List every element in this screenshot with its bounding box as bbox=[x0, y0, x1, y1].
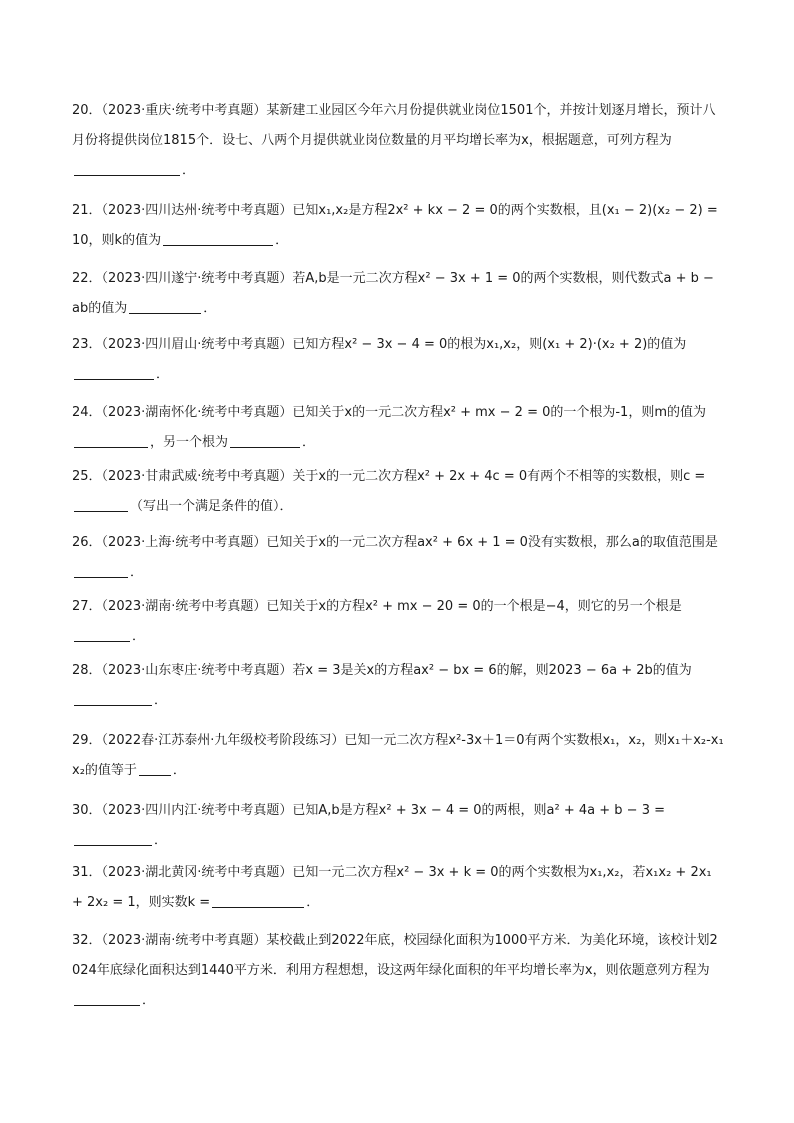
answer-blank[interactable] bbox=[74, 431, 148, 448]
question-25 bbox=[72, 462, 724, 522]
question-text: ． bbox=[203, 301, 217, 316]
answer-blank[interactable] bbox=[139, 759, 171, 776]
answer-blank[interactable] bbox=[74, 495, 128, 512]
question-31 bbox=[72, 858, 724, 918]
question-29 bbox=[72, 726, 724, 786]
question-text: ． bbox=[154, 693, 168, 708]
answer-blank[interactable] bbox=[74, 829, 152, 846]
answer-blank[interactable] bbox=[212, 891, 304, 908]
question-text: 22．（2023·四川遂宁·统考中考真题）若A,b是一元二次方程x² − 3x + 1 = 0的两个实数根，则代数式a + b − ab的值为 bbox=[72, 271, 719, 316]
question-text: （写出一个满足条件的值）． bbox=[130, 499, 293, 514]
question-text: 28．（2023·山东枣庄·统考中考真题）若x = 3是关x的方程ax² − bx = 6的解，则2023 − 6a + 2b的值为 bbox=[72, 663, 692, 678]
question-text: 21．（2023·四川达州·统考中考真题）已知x₁,x₂是方程2x² + kx − 2 = 0的两个实数根，且(x₁ − 2)(x₂ − 2) = 10，则k的值为 bbox=[72, 203, 722, 248]
question-27 bbox=[72, 592, 724, 652]
question-text: ． bbox=[142, 993, 156, 1008]
question-text: 31．（2023·湖北黄冈·统考中考真题）已知一元二次方程x² − 3x + k = 0的两个实数根为x₁,x₂，若x₁x₂ + 2x₁ + 2x₂ = 1，则实数k = bbox=[72, 865, 716, 910]
question-23 bbox=[72, 330, 724, 390]
answer-blank[interactable] bbox=[129, 297, 201, 314]
question-24 bbox=[72, 398, 724, 458]
question-text: ． bbox=[306, 895, 320, 910]
question-text: ． bbox=[130, 565, 144, 580]
answer-blank[interactable] bbox=[74, 159, 180, 176]
question-text: ． bbox=[275, 233, 289, 248]
question-22 bbox=[72, 264, 724, 324]
answer-blank[interactable] bbox=[74, 561, 128, 578]
answer-blank[interactable] bbox=[163, 229, 273, 246]
question-30 bbox=[72, 796, 724, 856]
question-text: ，另一个根为 bbox=[150, 435, 229, 450]
answer-blank[interactable] bbox=[230, 431, 300, 448]
question-text: ． bbox=[302, 435, 316, 450]
question-26 bbox=[72, 528, 724, 588]
question-text: 24．（2023·湖南怀化·统考中考真题）已知关于x的一元二次方程x² + mx − 2 = 0的一个根为-1，则m的值为 bbox=[72, 405, 706, 420]
question-20 bbox=[72, 96, 724, 186]
question-text: ． bbox=[172, 763, 186, 778]
answer-blank[interactable] bbox=[74, 363, 154, 380]
question-32 bbox=[72, 926, 724, 1016]
question-text: ． bbox=[132, 629, 146, 644]
answer-blank[interactable] bbox=[74, 989, 140, 1006]
question-text: 32．（2023·湖南·统考中考真题）某校截止到2022年底，校园绿化面积为1000平方米．为美化环境，该校计划2024年底绿化面积达到1440平方米．利用方程想想，设这两年绿化面积的年平均增长率为x，则依题意列方程为 bbox=[72, 933, 718, 978]
question-28 bbox=[72, 656, 724, 716]
question-21 bbox=[72, 196, 724, 256]
question-text: 27．（2023·湖南·统考中考真题）已知关于x的方程x² + mx − 20 = 0的一个根是−4，则它的另一个根是 bbox=[72, 599, 682, 614]
question-text: ． bbox=[156, 367, 170, 382]
answer-blank[interactable] bbox=[74, 689, 152, 706]
question-text: 26．（2023·上海·统考中考真题）已知关于x的一元二次方程ax² + 6x + 1 = 0没有实数根，那么a的取值范围是 bbox=[72, 535, 718, 550]
question-text: ． bbox=[154, 833, 168, 848]
question-text: 25．（2023·甘肃武威·统考中考真题）关于x的一元二次方程x² + 2x + 4c = 0有两个不相等的实数根，则c = bbox=[72, 469, 706, 484]
question-text: 29．（2022春·江苏泰州·九年级校考阶段练习）已知一元二次方程x²-3x＋1＝0有两个实数根x₁，x₂，则x₁＋x₂-x₁x₂的值等于 bbox=[72, 733, 724, 778]
question-text: ． bbox=[182, 163, 196, 178]
answer-blank[interactable] bbox=[74, 625, 130, 642]
question-text: 20．（2023·重庆·统考中考真题）某新建工业园区今年六月份提供就业岗位1501个，并按计划逐月增长，预计八月份将提供岗位1815个．设七、八两个月提供就业岗位数量的月平均增长率为x，根据题意，可列方程为 bbox=[72, 103, 716, 148]
question-text: 30．（2023·四川内江·统考中考真题）已知A,b是方程x² + 3x − 4 = 0的两根，则a² + 4a + b − 3 = bbox=[72, 803, 665, 818]
question-text: 23．（2023·四川眉山·统考中考真题）已知方程x² − 3x − 4 = 0的根为x₁,x₂，则(x₁ + 2)·(x₂ + 2)的值为 bbox=[72, 337, 687, 352]
